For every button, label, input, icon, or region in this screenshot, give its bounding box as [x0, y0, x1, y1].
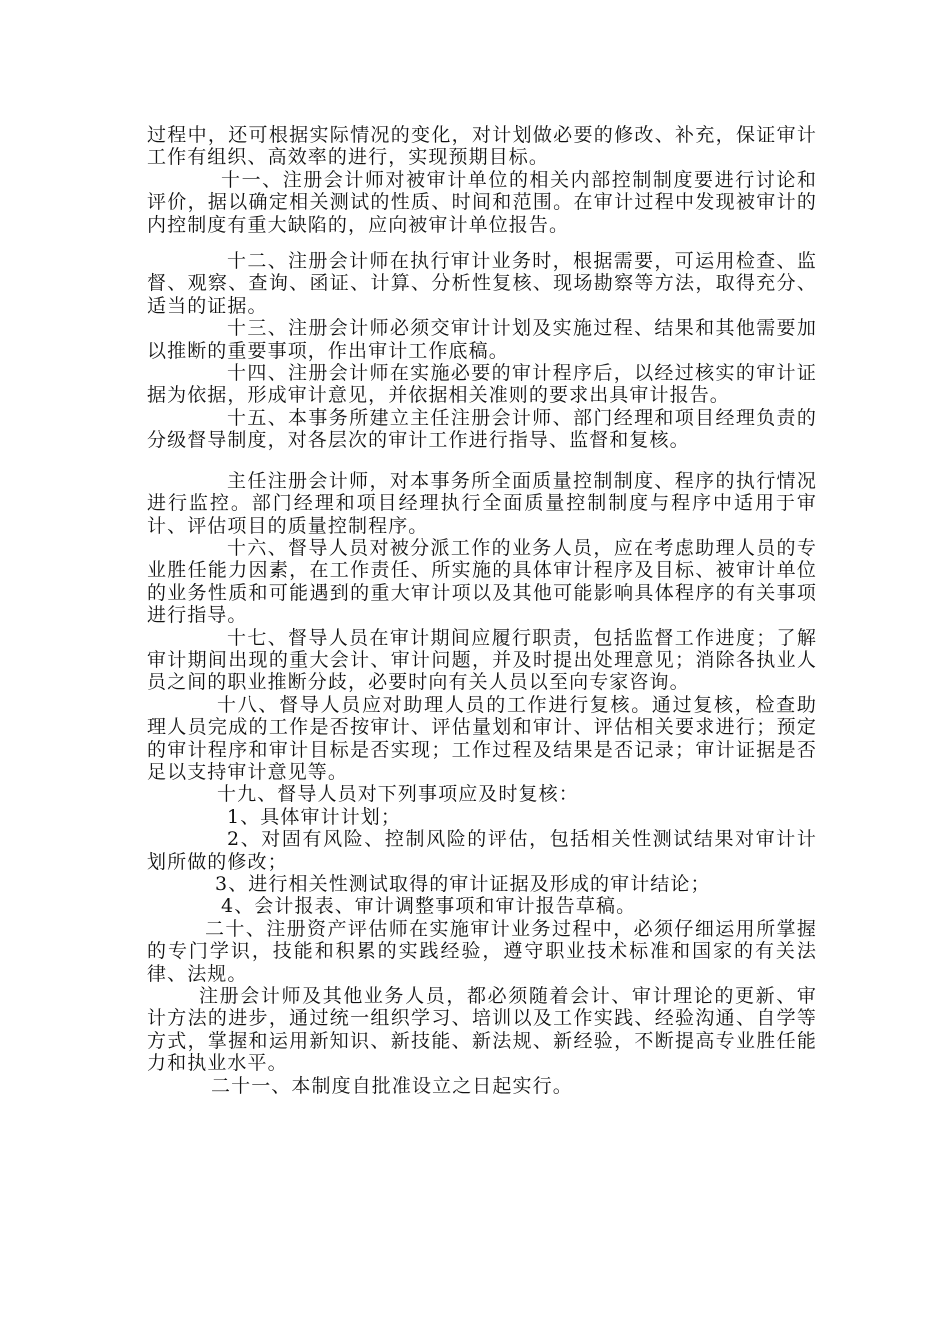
paragraph-clause-16: 十六、督导人员对被分派工作的业务人员，应在考虑助理人员的专业胜任能力因素，在工作责任、所实施的具体审计程序及目标、被审计单位的业务性质和可能遇到的重大审计项以及其他可能影响具体程序的有关事项进行指导。 [147, 536, 817, 627]
paragraph-continuing-education: 注册会计师及其他业务人员，都必须随着会计、审计理论的更新、审计方法的进步，通过统一组织学习、培训以及工作实践、经验沟通、自学等方式，掌握和运用新知识、新技能、新法规、新经验，不断提高专业胜任能力和执业水平。 [147, 985, 817, 1075]
paragraph-clause-13: 十三、注册会计师必须交审计计划及实施过程、结果和其他需要加以推断的重要事项，作出审计工作底稿。 [147, 317, 817, 362]
paragraph-clause-17: 十七、督导人员在审计期间应履行职责，包括监督工作进度；了解审计期间出现的重大会计、审计问题，并及时提出处理意见；消除各执业人员之间的职业推断分歧，必要时向有关人员以至向专家咨询。 [147, 626, 817, 694]
paragraph-clause-15: 十五、本事务所建立主任注册会计师、部门经理和项目经理负责的分级督导制度，对各层次的审计工作进行指导、监督和复核。 [147, 406, 817, 452]
paragraph-clause-19: 十九、督导人员对下列事项应及时复核： [217, 783, 579, 806]
list-item-4: 4、会计报表、审计调整事项和审计报告草稿。 [221, 895, 637, 918]
paragraph-continuation: 过程中，还可根据实际情况的变化，对计划做必要的修改、补充，保证审计工作有组织、高效率的进行，实现预期目标。 [147, 124, 817, 169]
list-item-3: 3、进行相关性测试取得的审计证据及形成的审计结论； [215, 873, 711, 895]
document-body [147, 124, 817, 1097]
list-item-1: 1、具体审计计划； [227, 805, 401, 828]
paragraph-clause-18: 十八、督导人员应对助理人员的工作进行复核。通过复核，检查助理人员完成的工作是否按审计、评估量划和审计、评估相关要求进行；预定的审计程序和审计目标是否实现；工作过程及结果是否记录；审计证据是否足以支持审计意见等。 [147, 693, 817, 783]
paragraph-clause-20: 二十、注册资产评估师在实施审计业务过程中，必须仔细运用所掌握的专门学识，技能和积累的实践经验，遵守职业技术标准和国家的有关法律、法规。 [147, 917, 817, 985]
list-item-2: 2、对固有风险、控制风险的评估，包括相关性测试结果对审计计划所做的修改； [147, 828, 817, 873]
paragraph-clause-14: 十四、注册会计师在实施必要的审计程序后，以经过核实的审计证据为依据，形成审计意见，并依据相关准则的要求出具审计报告。 [147, 362, 817, 407]
paragraph-clause-12: 十二、注册会计师在执行审计业务时，根据需要，可运用检查、监督、观察、查询、函证、计算、分析性复核、现场勘察等方法，取得充分、适当的证据。 [147, 250, 817, 317]
paragraph-clause-11: 十一、注册会计师对被审计单位的相关内部控制制度要进行讨论和评价，据以确定相关测试的性质、时间和范围。在审计过程中发现被审计的内控制度有重大缺陷的，应向被审计单位报告。 [147, 168, 817, 236]
paragraph-clause-21: 二十一、本制度自批准设立之日起实行。 [211, 1074, 573, 1097]
paragraph-chief-accountant: 主任注册会计师，对本事务所全面质量控制制度、程序的执行情况进行监控。部门经理和项目经理执行全面质量控制制度与程序中适用于审计、评估项目的质量控制程序。 [147, 469, 817, 537]
